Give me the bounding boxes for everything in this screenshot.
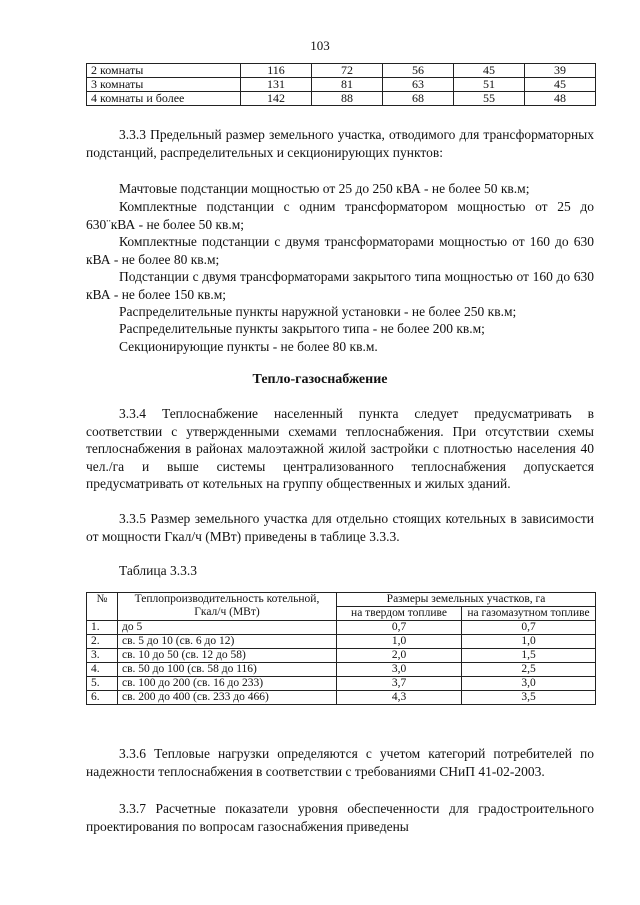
- item-closed-distribution: Распределительные пункты закрытого типа - не более 200 кв.м;: [119, 321, 485, 336]
- table-row: [87, 78, 596, 92]
- row-capacity: св. 200 до 400 (св. 233 до 466): [118, 691, 337, 705]
- row-gas-value: 2,5: [462, 663, 596, 677]
- row-number: 3.: [87, 649, 118, 663]
- table-cell: 81: [312, 78, 383, 92]
- table-cell: 72: [312, 64, 383, 78]
- table-cell: 45: [525, 78, 596, 92]
- header-capacity: Теплопроизводительность котельной, Гкал/ч (МВт): [118, 593, 337, 621]
- header-solid-fuel: на твердом топливе: [337, 607, 462, 621]
- header-num: №: [87, 593, 118, 621]
- row-label: 4 комнаты и более: [87, 92, 241, 106]
- paragraph-333-intro: 3.3.3 Предельный размер земельного участка, отводимого для трансформаторных подстанций, распределительных и секционирующих пунктов:: [86, 127, 594, 160]
- table-header-row: [87, 593, 596, 607]
- table-cell: 51: [454, 78, 525, 92]
- row-gas-value: 0,7: [462, 621, 596, 635]
- row-label: 3 комнаты: [87, 78, 241, 92]
- table-row: [87, 691, 596, 705]
- table-row: [87, 663, 596, 677]
- paragraph-335: 3.3.5 Размер земельного участка для отдельно стоящих котельных в зависимости от мощности Гкал/ч (МВт) приведены в таблице 3.3.3.: [86, 511, 594, 544]
- row-solid-value: 4,3: [337, 691, 462, 705]
- row-label: 2 комнаты: [87, 64, 241, 78]
- table-row: [87, 621, 596, 635]
- table-cell: 45: [454, 64, 525, 78]
- table-cell: 68: [383, 92, 454, 106]
- page-number: 103: [310, 38, 330, 53]
- paragraph-336: 3.3.6 Тепловые нагрузки определяются с учетом категорий потребителей по надежности теплоснабжения в соответствии с требованиями СНиП 41-02-2003.: [86, 746, 594, 779]
- table-cell: 131: [241, 78, 312, 92]
- row-gas-value: 1,0: [462, 635, 596, 649]
- section-heading: Тепло-газоснабжение: [252, 372, 388, 387]
- row-solid-value: 2,0: [337, 649, 462, 663]
- row-gas-value: 3,0: [462, 677, 596, 691]
- table-row: [87, 677, 596, 691]
- table-row: [87, 649, 596, 663]
- header-sizes: Размеры земельных участков, га: [337, 593, 596, 607]
- row-solid-value: 3,0: [337, 663, 462, 677]
- table-cell: 63: [383, 78, 454, 92]
- table-cell: 55: [454, 92, 525, 106]
- row-capacity: св. 100 до 200 (св. 16 до 233): [118, 677, 337, 691]
- row-gas-value: 3,5: [462, 691, 596, 705]
- paragraph-334: 3.3.4 Теплоснабжение населенный пункта следует предусматривать в соответствии с утвержденными схемами теплоснабжения. При отсутствии схемы теплоснабжения в районах малоэтажной жилой застройки с плотностью населения 40 чел./га и выше системы централизованного теплоснабжения допускается предусматривать от котельных на группу общественных и жилых зданий.: [86, 406, 594, 491]
- item-complete-one-transformer: Комплектные подстанции с одним трансформатором мощностью от 25 до 630¨кВА - не более 50 кв.м;: [86, 199, 594, 232]
- row-number: 4.: [87, 663, 118, 677]
- table-row: [87, 92, 596, 106]
- row-solid-value: 1,0: [337, 635, 462, 649]
- table-cell: 142: [241, 92, 312, 106]
- table-caption: Таблица 3.3.3: [119, 563, 197, 578]
- row-number: 1.: [87, 621, 118, 635]
- row-number: 6.: [87, 691, 118, 705]
- table-cell: 116: [241, 64, 312, 78]
- row-capacity: до 5: [118, 621, 337, 635]
- table-cell: 88: [312, 92, 383, 106]
- table-cell: 56: [383, 64, 454, 78]
- row-number: 2.: [87, 635, 118, 649]
- row-capacity: св. 50 до 100 (св. 58 до 116): [118, 663, 337, 677]
- item-complete-two-transformers: Комплектные подстанции с двумя трансформаторами мощностью от 160 до 630 кВА - не более 80 кв.м;: [86, 234, 594, 267]
- paragraph-337: 3.3.7 Расчетные показатели уровня обеспеченности для градостроительного проектирования по вопросам газоснабжения приведены: [86, 801, 594, 834]
- row-solid-value: 3,7: [337, 677, 462, 691]
- header-gas-fuel: на газомазутном топливе: [462, 607, 596, 621]
- row-capacity: св. 5 до 10 (св. 6 до 12): [118, 635, 337, 649]
- item-sectioning-points: Секционирующие пункты - не более 80 кв.м.: [119, 339, 378, 354]
- apartment-table: [86, 63, 596, 106]
- row-solid-value: 0,7: [337, 621, 462, 635]
- item-closed-type-substations: Подстанции с двумя трансформаторами закрытого типа мощностью от 160 до 630 кВА - не более 150 кв.м;: [86, 269, 594, 302]
- table-row: [87, 64, 596, 78]
- row-gas-value: 1,5: [462, 649, 596, 663]
- table-cell: 39: [525, 64, 596, 78]
- boiler-land-table: [86, 592, 596, 705]
- table-cell: 48: [525, 92, 596, 106]
- table-row: [87, 635, 596, 649]
- row-number: 5.: [87, 677, 118, 691]
- item-outdoor-distribution: Распределительные пункты наружной установки - не более 250 кв.м;: [119, 304, 517, 319]
- row-capacity: св. 10 до 50 (св. 12 до 58): [118, 649, 337, 663]
- item-mast-substations: Мачтовые подстанции мощностью от 25 до 250 кВА - не более 50 кв.м;: [119, 181, 530, 196]
